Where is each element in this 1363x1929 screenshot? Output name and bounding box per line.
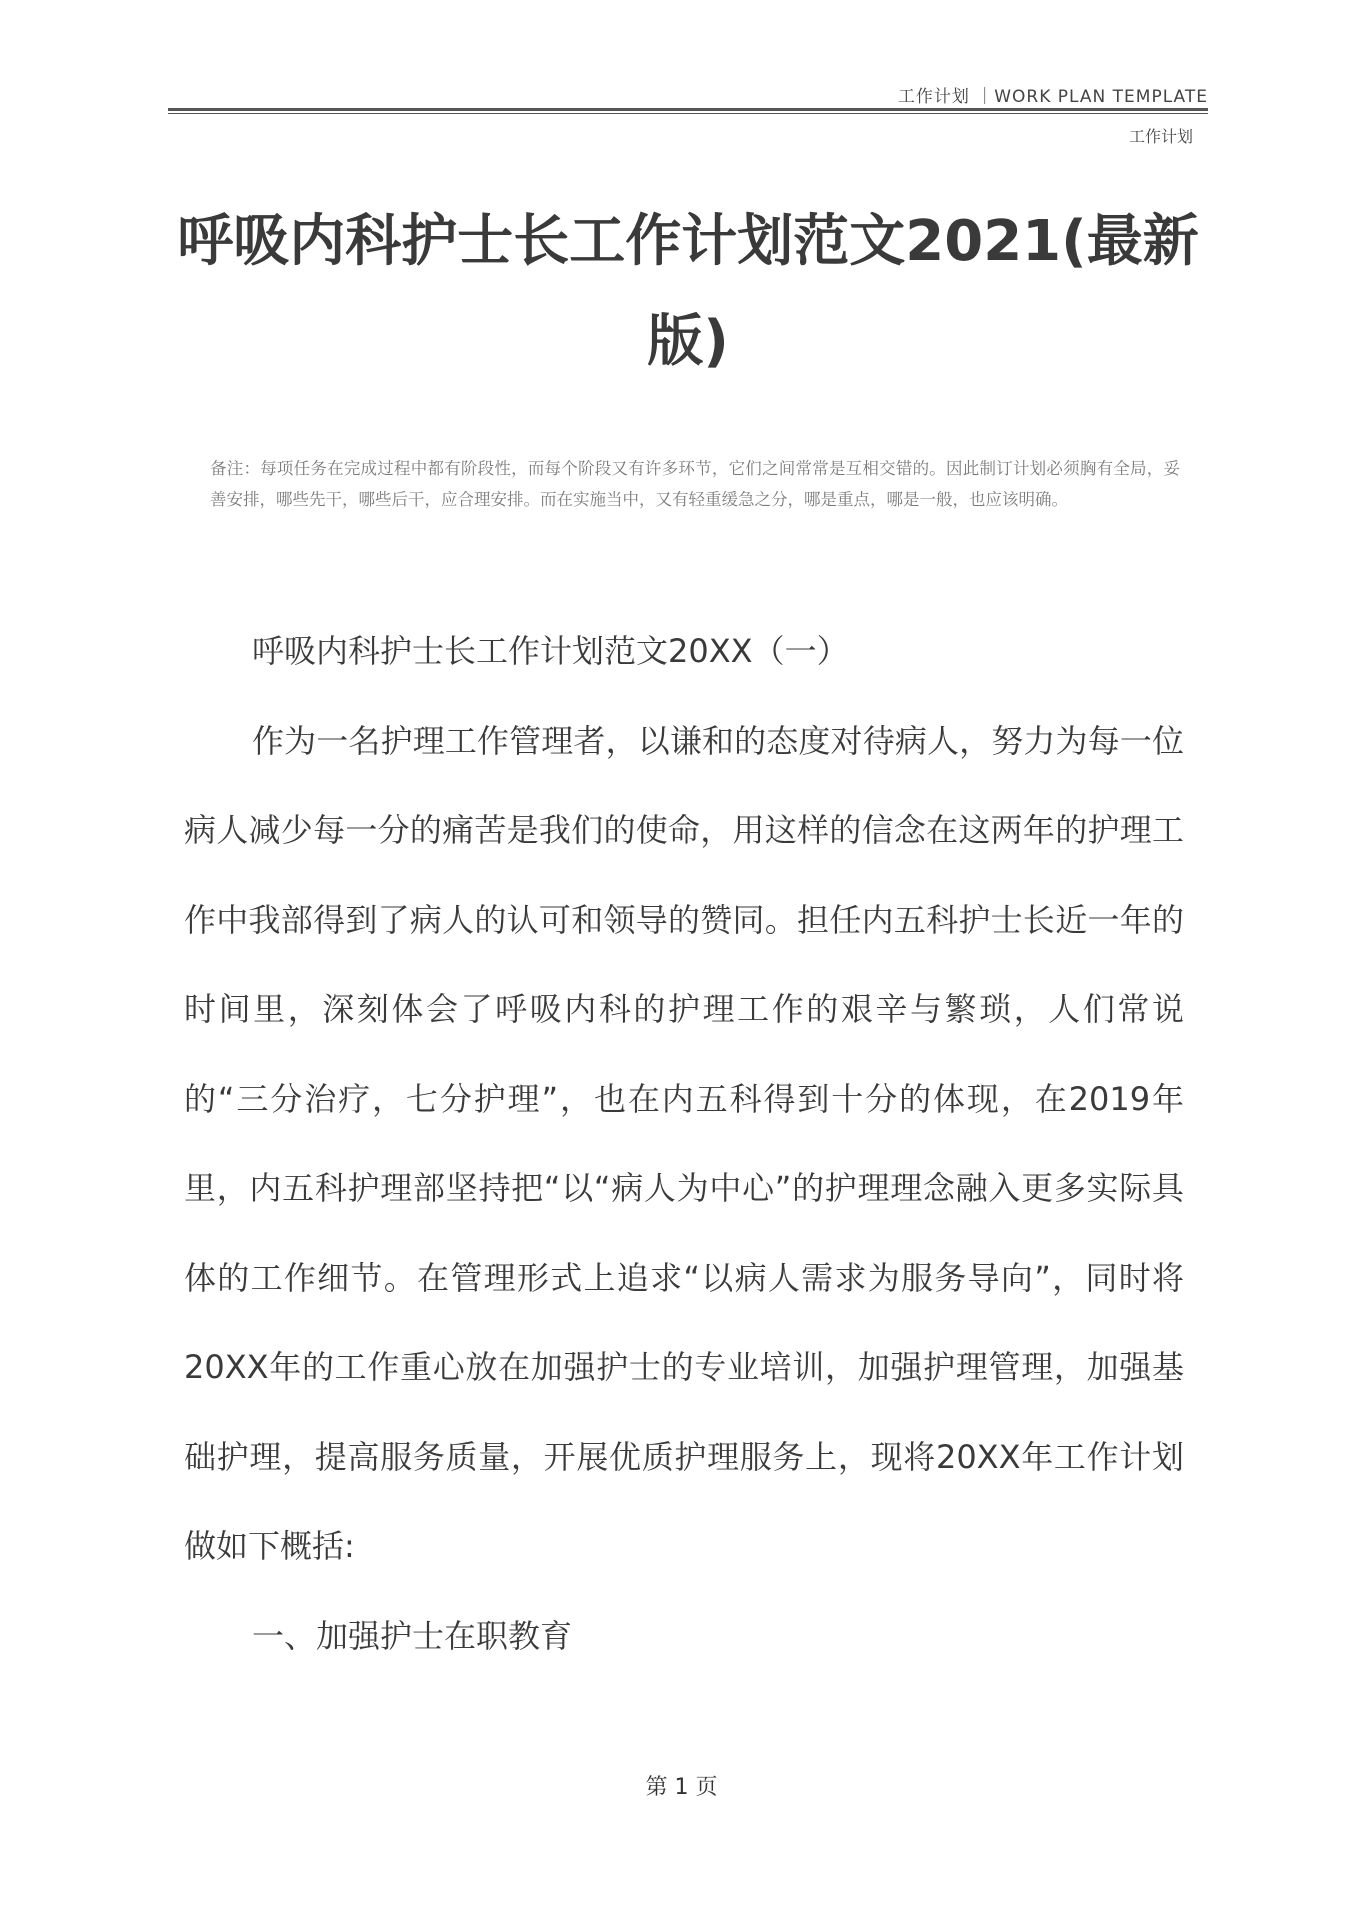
header-divider (168, 108, 1208, 114)
section-heading: 一、加强护士在职教育 (252, 1616, 573, 1655)
header-label: 工作计划 ｜WORK PLAN TEMPLATE (897, 87, 1208, 107)
header-subtitle: 工作计划 (1128, 127, 1193, 146)
body-paragraph: 作为一名护理工作管理者，以谦和的态度对待病人，努力为每一位病人减少每一分的痛苦是我们的使命，用这样的信念在这两年的护理工作中我部得到了病人的认可和领导的赞同。担任内五科护士长近一年的时间里，深刻体会了呼吸内科的护理工作的艰辛与繁琐，人们常说的“三分治疗，七分护理”，也在内五科得到十分的体现，在2019年里，内五科护理部坚持把“以“病人为中心”的护理理念融入更多实际具体的工作细节。在管理形式上追求“以病人需求为服务导向”，同时将20XX年的工作重心放在加强护士的专业培训，加强护理管理，加强基础护理，提高服务质量，开展优质护理服务上，现将20XX年工作计划做如下概括: (184, 721, 1184, 1565)
document-title: 呼吸内科护士长工作计划范文2021(最新版) (177, 209, 1199, 374)
document-body (184, 607, 1184, 1681)
section-title: 呼吸内科护士长工作计划范文20XX（一） (252, 632, 849, 670)
note-text: 备注：每项任务在完成过程中都有阶段性，而每个阶段又有许多环节，它们之间常常是互相交错的。因此制订计划必须胸有全局，妥善安排，哪些先干，哪些后干，应合理安排。而在实施当中，又有轻重缓急之分，哪是重点，哪是一般，也应该明确。 (210, 459, 1180, 509)
page-number: 第 1 页 (645, 1775, 718, 1800)
